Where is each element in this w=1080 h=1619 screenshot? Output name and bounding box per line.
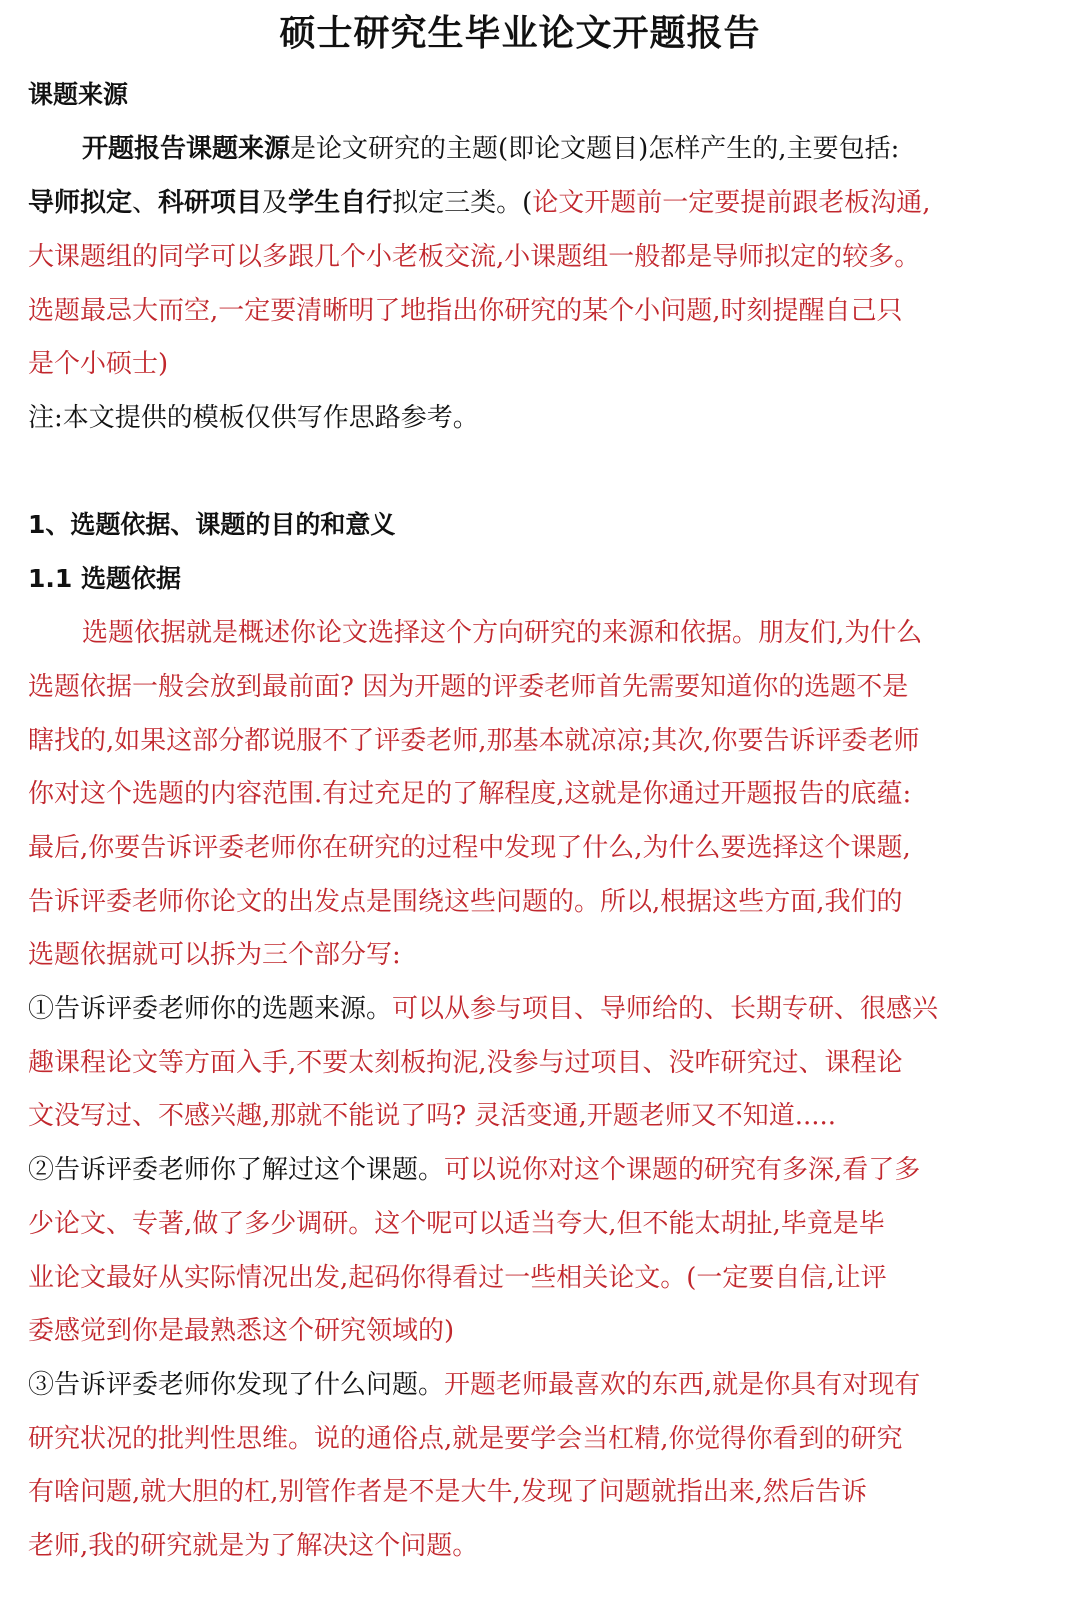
document-title: 硕士研究生毕业论文开题报告 [279,13,761,54]
paragraph-line: 选题依据就是概述你论文选择这个方向研究的来源和依据。朋友们,为什么 [82,618,923,648]
annotation-line: 研究状况的批判性思维。说的通俗点,就是要学会当杠精,你觉得你看到的研究 [28,1424,903,1454]
annotation-line: 业论文最好从实际情况出发,起码你得看过一些相关论文。(一定要自信,让评 [28,1263,887,1293]
annotation-text: 可以说你对这个课题的研究有多深,看了多 [444,1155,921,1185]
bold-term: 学生自行 [288,188,393,218]
annotation-line: 是个小硕士) [28,349,169,379]
annotation-line: 委感觉到你是最熟悉这个研究领域的) [28,1316,455,1346]
annotation-line: 有啥问题,就大胆的杠,别管作者是不是大牛,发现了问题就指出来,然后告诉 [28,1477,868,1507]
paragraph-line: 你对这个选题的内容范围.有过充足的了解程度,这就是你通过开题报告的底蕴: [28,779,912,809]
point-1-label: ①告诉评委老师你的选题来源。 [28,994,393,1024]
point-3-line [28,1368,1028,1402]
annotation-line: 文没写过、不感兴趣,那就不能说了吗? 灵活变通,开题老师又不知道..... [28,1101,837,1131]
paragraph-line [82,132,1080,166]
point-2-line [28,1153,1028,1187]
section-heading-1: 1、选题依据、课题的目的和意义 [28,510,396,539]
point-2-label: ②告诉评委老师你了解过这个课题。 [28,1155,445,1185]
text-span: 拟定三类。( [392,188,533,218]
paragraph-line: 选题依据就可以拆为三个部分写: [28,940,401,970]
text-span: 是论文研究的主题(即论文题目)怎样产生的,主要包括: [290,134,900,164]
paragraph-line: 最后,你要告诉评委老师你在研究的过程中发现了什么,为什么要选择这个课题, [28,833,911,863]
bold-term: 科研项目 [158,188,263,218]
bold-term: 导师拟定 [28,188,133,218]
point-3-label: ③告诉评委老师你发现了什么问题。 [28,1370,445,1400]
annotation-text: 开题老师最喜欢的东西,就是你具有对现有 [444,1370,921,1400]
paragraph-line: 告诉评委老师你论文的出发点是围绕这些问题的。所以,根据这些方面,我们的 [28,887,903,917]
note-line: 注:本文提供的模板仅供写作思路参考。 [28,403,479,433]
subsection-heading-1-1: 1.1 选题依据 [28,564,181,593]
bold-term: 开题报告课题来源 [82,134,291,164]
annotation-line: 趣课程论文等方面入手,不要太刻板拘泥,没参与过项目、没咋研究过、课程论 [28,1048,903,1078]
annotation-line: 大课题组的同学可以多跟几个小老板交流,小课题组一般都是导师拟定的较多。 [28,242,921,272]
annotation-line: 选题最忌大而空,一定要清晰明了地指出你研究的某个小问题,时刻提醒自己只 [28,296,903,326]
paragraph-line: 瞎找的,如果这部分都说服不了评委老师,那基本就凉凉;其次,你要告诉评委老师 [28,726,920,756]
text-span: 、 [132,188,159,218]
annotation-text: 可以从参与项目、导师给的、长期专研、很感兴 [392,994,939,1024]
annotation-text: 论文开题前一定要提前跟老板沟通, [532,188,931,218]
annotation-line: 少论文、专著,做了多少调研。这个呢可以适当夸大,但不能太胡扯,毕竟是毕 [28,1209,885,1239]
text-span: 及 [262,188,289,218]
annotation-line: 老师,我的研究就是为了解决这个问题。 [28,1531,479,1561]
paragraph-line: 选题依据一般会放到最前面? 因为开题的评委老师首先需要知道你的选题不是 [28,672,909,702]
paragraph-line [28,186,1028,220]
section-heading-topic-source: 课题来源 [28,80,129,109]
point-1-line [28,992,1028,1026]
